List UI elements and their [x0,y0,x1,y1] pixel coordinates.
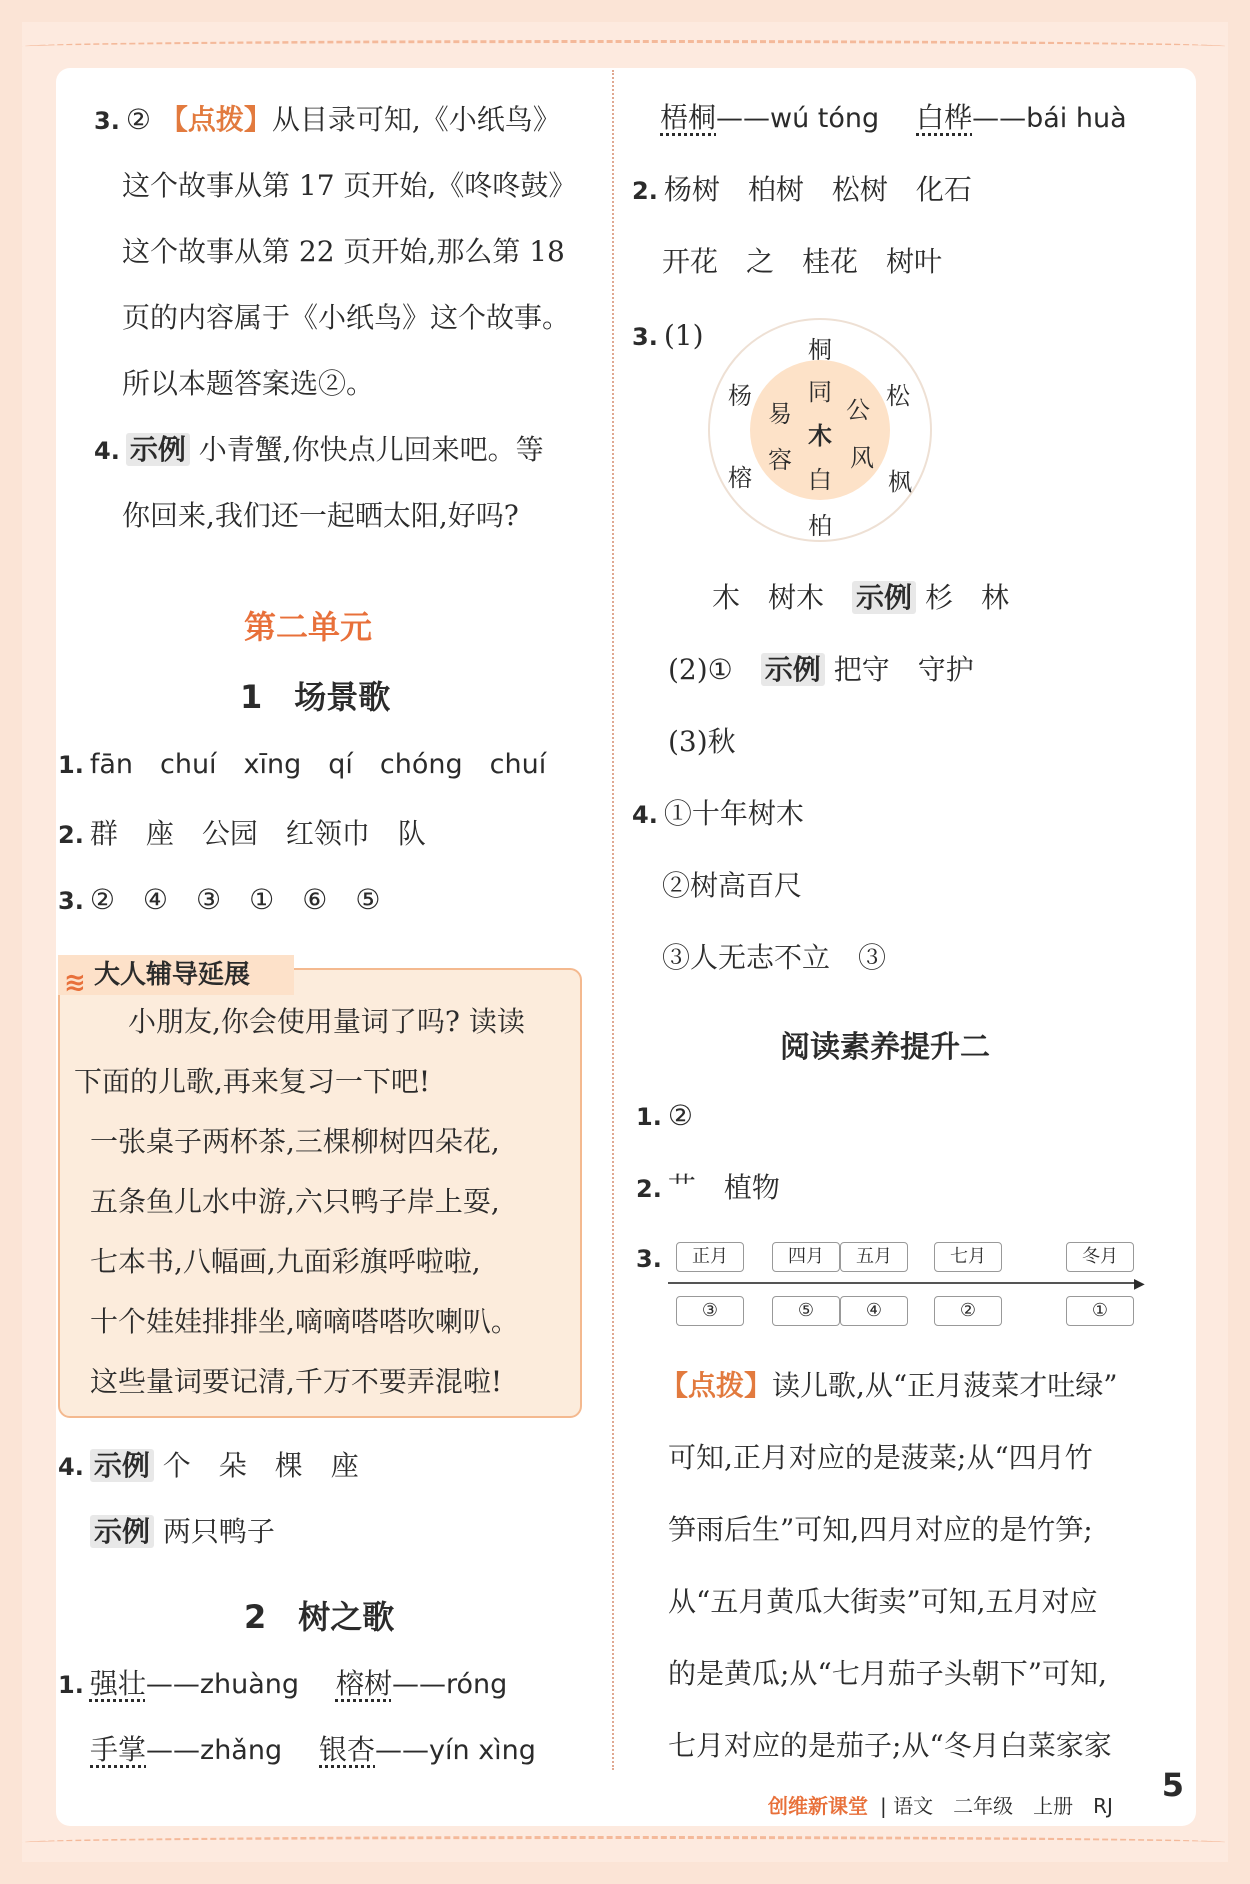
left-q3: 3. ② 【点拨】从目录可知,《小纸鸟》 [94,103,561,136]
month-label: 四月 [772,1242,840,1272]
r-q4-line2: ②树高百尺 [662,869,803,902]
wheel-inner-char: 公 [846,396,870,424]
lesson-2-title: 2 树之歌 [244,1598,395,1636]
rd-q2: 2. 艹 植物 [636,1171,780,1204]
r-q3-answer-1: 木 树木 示例 杉 林 [712,581,1009,614]
wheel-inner-char: 白 [808,466,832,494]
hint-line-5: 的是黄瓜;从“七月茄子头朝下”可知, [668,1657,1107,1690]
r-q2-line2: 开花 之 桂花 树叶 [662,245,943,278]
box-line-4: 五条鱼儿水中游,六只鸭子岸上耍, [90,1185,500,1218]
lesson-1-title: 1 场景歌 [240,678,391,716]
bottom-wave-border [22,1836,1228,1849]
wheel-inner-char: 风 [850,444,874,472]
month-label: 七月 [934,1242,1002,1272]
left-q4-line2: 你回来,我们还一起晒太阳,好吗? [122,499,519,532]
left-q3-line5: 所以本题答案选②。 [122,367,375,400]
hint-line-3: 笋雨后生”可知,四月对应的是竹笋; [668,1513,1093,1546]
wave-lines-icon: ≋ [64,968,86,998]
r-q3-answer-2: (2)① 示例 把守 守护 [668,653,974,686]
rd-q3: 3. [636,1245,662,1273]
hint-line-6: 七月对应的是茄子;从“冬月白菜家家 [668,1729,1112,1762]
l1-q4: 4. 示例 个 朵 棵 座 [58,1449,359,1482]
hint-line-1: 【点拨】读儿歌,从“正月菠菜才吐绿” [660,1369,1118,1402]
reading-title: 阅读素养提升二 [780,1030,990,1065]
unit-title: 第二单元 [244,608,373,646]
arrow-right-icon: ▶ [1134,1276,1145,1292]
box-line-1: 小朋友,你会使用量词了吗? 读读 [128,1005,525,1038]
wheel-outer-char: 杨 [728,382,752,410]
month-label: 正月 [676,1242,744,1272]
l1-q4-b: 示例 两只鸭子 [90,1512,275,1552]
r-q1-cont: 梧桐——wú tóng 白桦——bái huà [660,101,1127,134]
tutor-extension-tag: ≋ 大人辅导延展 [58,955,294,995]
r-q3-answer-3: (3)秋 [668,725,736,758]
timeline-axis [668,1282,1138,1284]
character-wheel [708,318,932,542]
month-label: 五月 [840,1242,908,1272]
month-answer: ② [934,1296,1002,1326]
footer-info: | 语文 二年级 上册 RJ [880,1794,1113,1818]
month-answer: ⑤ [772,1296,840,1326]
column-divider [612,70,614,1770]
page-number: 5 [1161,1766,1184,1804]
box-line-3: 一张桌子两杯茶,三棵柳树四朵花, [90,1125,500,1158]
wheel-center: 木 [808,421,832,450]
l1-q1: 1. fān chuí xīng qí chóng chuí [58,749,547,780]
top-wave-border [22,40,1228,53]
box-line-7: 这些量词要记清,千万不要弄混啦! [90,1365,503,1398]
r-q3: 3. (1) [632,319,704,352]
hint-line-4: 从“五月黄瓜大街卖”可知,五月对应 [668,1585,1098,1618]
left-q4: 4. 示例 小青蟹,你快点儿回来吧。等 [94,433,544,466]
wheel-outer-char: 枫 [888,468,912,496]
left-q3-line4: 页的内容属于《小纸鸟》这个故事。 [122,301,571,334]
r-q2: 2. 杨树 柏树 松树 化石 [632,173,972,206]
l2-q1-b: 手掌——zhǎng 银杏——yín xìng [90,1733,536,1766]
wheel-outer-char: 榕 [728,464,752,492]
month-answer: ① [1066,1296,1134,1326]
hint-line-2: 可知,正月对应的是菠菜;从“四月竹 [668,1441,1093,1474]
r-q4-line3: ③人无志不立 ③ [662,941,887,974]
box-line-5: 七本书,八幅画,九面彩旗呼啦啦, [90,1245,481,1278]
left-q3-line3: 这个故事从第 22 页开始,那么第 18 [122,235,565,268]
wheel-inner-char: 易 [768,400,792,428]
wheel-inner-char: 同 [808,378,832,406]
wheel-outer-char: 松 [886,382,910,410]
month-timeline [668,1236,1148,1326]
brand-name: 创维新课堂 [768,1794,868,1818]
l2-q1: 1. 强壮——zhuàng 榕树——róng [58,1667,508,1700]
r-q4: 4. ①十年树木 [632,797,804,830]
left-q3-line2: 这个故事从第 17 页开始,《咚咚鼓》 [122,169,577,202]
l1-q2: 2. 群 座 公园 红领巾 队 [58,817,426,850]
rd-q1: 1. ② [636,1099,693,1132]
month-label: 冬月 [1066,1242,1134,1272]
box-line-6: 十个娃娃排排坐,嘀嘀嗒嗒吹喇叭。 [90,1305,519,1338]
wheel-outer-char: 桐 [808,336,832,364]
wheel-inner-char: 容 [768,446,792,474]
wheel-outer-char: 柏 [808,512,832,540]
l1-q3: 3. ② ④ ③ ① ⑥ ⑤ [58,883,381,916]
month-answer: ④ [840,1296,908,1326]
box-line-2: 下面的儿歌,再来复习一下吧! [74,1065,431,1098]
month-answer: ③ [676,1296,744,1326]
